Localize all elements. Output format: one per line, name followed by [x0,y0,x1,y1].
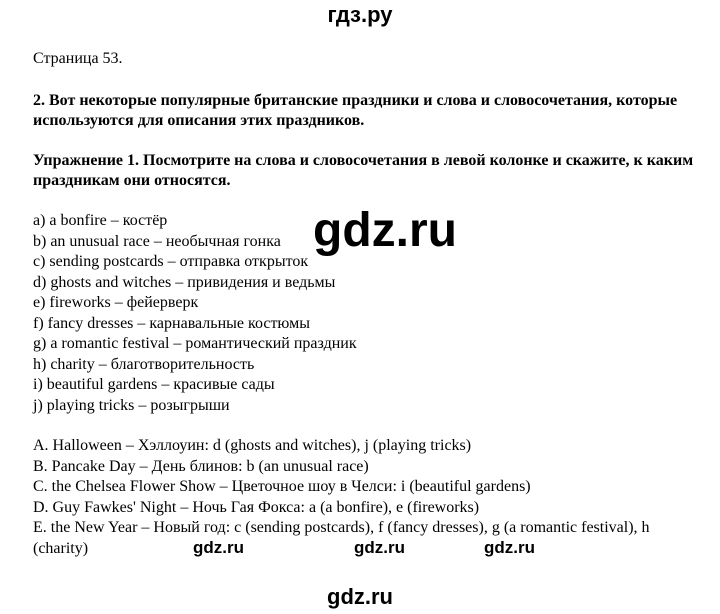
watermark-bottom: gdz.ru [327,584,393,609]
vocab-item: g) a romantic festival – романтический праздник [33,335,357,352]
vocab-item: h) charity – благотворительность [33,355,255,373]
vocab-item: i) beautiful gardens – красивые сады [33,376,275,393]
vocab-item: d) ghosts and witches – привидения и ведьмы [33,273,336,291]
watermark-small: gdz.ru [354,538,405,557]
answer-item: E. the New Year – Новый год: c (sending postcards), f (fancy dresses), g (a romantic festival), h (charity) [33,519,650,557]
vocab-item: b) an unusual race – необычная гонка [33,232,281,250]
watermark-small: gdz.ru [193,538,244,557]
watermark-large: gdz.ru [313,204,457,257]
vocab-item: a) a bonfire – костёр [33,212,168,229]
answer-item: B. Pancake Day – День блинов: b (an unusual race) [33,457,369,475]
watermark-small: gdz.ru [484,538,535,557]
section-title: 2. Вот некоторые популярные британские праздники и слова и словосочетания, которые используются для описания этих праздников. [33,92,678,129]
vocab-item: j) playing tricks – розыгрыши [33,396,230,414]
exercise-title: Упражнение 1. Посмотрите на слова и словосочетания в левой колонке и скажите, к каким праздникам они относятся. [33,152,694,189]
answer-item: A. Halloween – Хэллоуин: d (ghosts and witches), j (playing tricks) [33,437,472,454]
vocab-item: f) fancy dresses – карнавальные костюмы [33,314,311,332]
site-header-logo[interactable]: гдз.ру [327,2,393,27]
answer-item: C. the Chelsea Flower Show – Цветочное шоу в Челси: i (beautiful gardens) [33,478,531,495]
document-content [33,49,703,559]
vocab-item: e) fireworks – фейерверк [33,294,199,311]
page-reference: Страница 53. [33,50,123,67]
answer-item: D. Guy Fawkes' Night – Ночь Гая Фокса: a (a bonfire), e (fireworks) [33,498,480,516]
vocab-item: c) sending postcards – отправка открыток [33,253,309,270]
